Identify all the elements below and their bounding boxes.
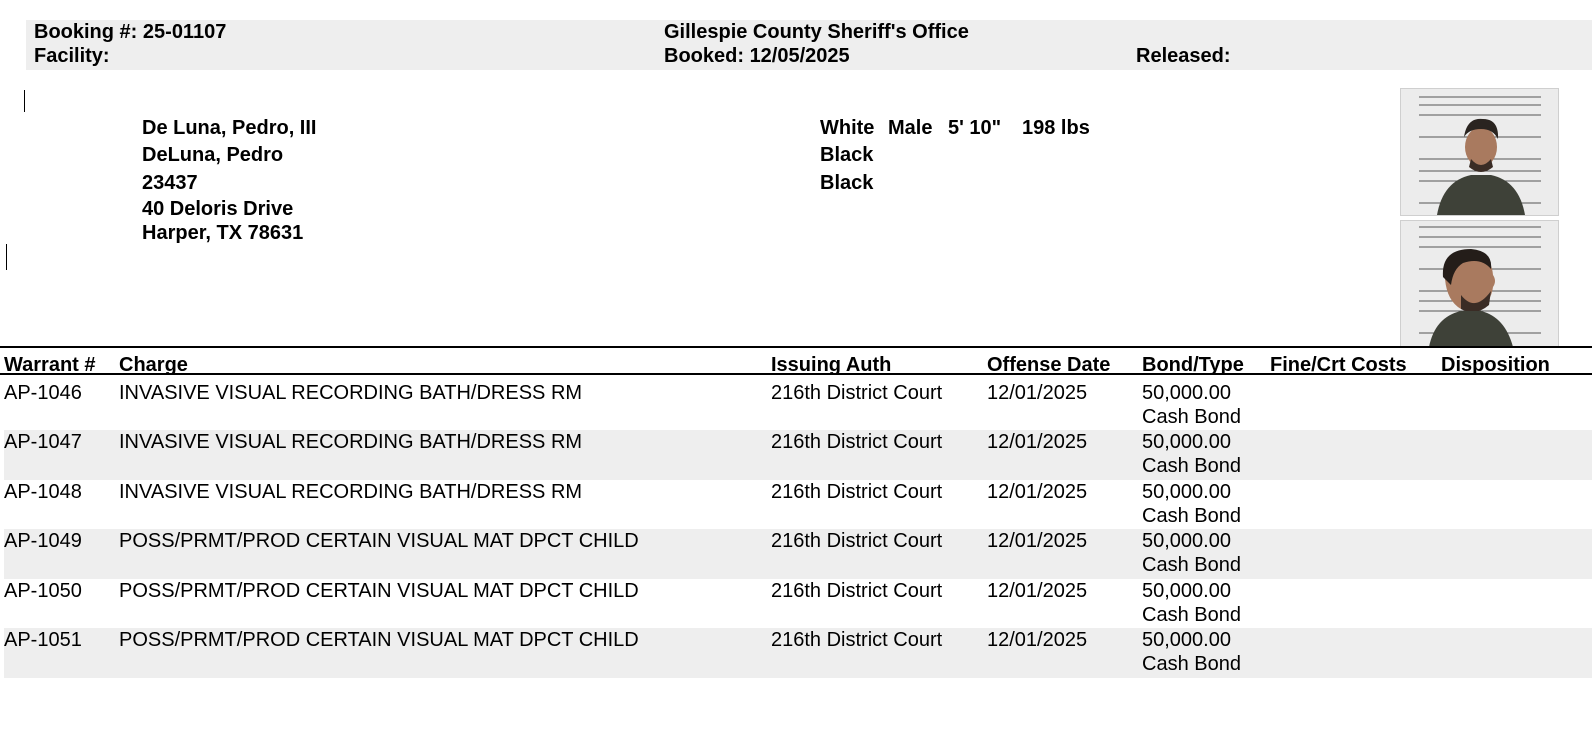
booking-number-value: 25-01107 — [142, 21, 227, 43]
bond-amount: 50,000.00 — [1142, 629, 1231, 651]
race: White — [820, 117, 875, 139]
booked-date — [664, 44, 850, 68]
col-header-charge: Charge — [119, 354, 188, 376]
released-label: Released: — [1136, 45, 1231, 67]
bond-type: Cash Bond — [1142, 653, 1241, 675]
warrant-number: AP-1046 — [4, 382, 82, 404]
warrant-number: AP-1050 — [4, 580, 82, 602]
table-row — [4, 376, 1592, 426]
bond-amount: 50,000.00 — [1142, 382, 1231, 404]
booked-date-value: 12/05/2025 — [749, 45, 850, 67]
facility — [34, 44, 110, 68]
issuing-auth: 216th District Court — [771, 481, 943, 503]
address-line2: Harper, TX 78631 — [142, 222, 304, 244]
bond-amount: 50,000.00 — [1142, 530, 1231, 552]
charge: INVASIVE VISUAL RECORDING BATH/DRESS RM — [119, 431, 583, 453]
booked-label: Booked: — [664, 45, 744, 67]
bond-amount: 50,000.00 — [1142, 431, 1231, 453]
agency-name: Gillespie County Sheriff's Office — [664, 21, 969, 43]
released — [1136, 44, 1231, 68]
col-header-fine-costs: Fine/Crt Costs — [1270, 354, 1407, 376]
height: 5' 10" — [948, 117, 1002, 139]
col-header-disposition: Disposition — [1441, 354, 1550, 376]
mugshot-profile-photo — [1400, 220, 1559, 348]
warrant-number: AP-1047 — [4, 431, 82, 453]
person-id: 23437 — [142, 172, 198, 194]
offense-date: 12/01/2025 — [987, 481, 1088, 503]
issuing-auth: 216th District Court — [771, 431, 943, 453]
weight: 198 lbs — [1022, 117, 1090, 139]
mugshot-front-photo — [1400, 88, 1559, 216]
text-cursor — [6, 244, 7, 270]
warrant-number: AP-1051 — [4, 629, 82, 651]
facility-label: Facility: — [34, 45, 110, 67]
sex: Male — [888, 117, 933, 139]
table-row — [4, 579, 1592, 629]
hair-color: Black — [820, 144, 874, 166]
issuing-auth: 216th District Court — [771, 580, 943, 602]
charge: POSS/PRMT/PROD CERTAIN VISUAL MAT DPCT CHILD — [119, 530, 639, 552]
warrant-number: AP-1048 — [4, 481, 82, 503]
bond-type: Cash Bond — [1142, 455, 1241, 477]
bond-type: Cash Bond — [1142, 554, 1241, 576]
text-cursor — [24, 90, 25, 112]
col-header-bond-type: Bond/Type — [1142, 354, 1244, 376]
warrant-number: AP-1049 — [4, 530, 82, 552]
bond-amount: 50,000.00 — [1142, 580, 1231, 602]
person-name: De Luna, Pedro, III — [142, 117, 317, 139]
charge: INVASIVE VISUAL RECORDING BATH/DRESS RM — [119, 382, 583, 404]
bond-type: Cash Bond — [1142, 505, 1241, 527]
bond-type: Cash Bond — [1142, 604, 1241, 626]
person-alias: DeLuna, Pedro — [142, 144, 284, 166]
offense-date: 12/01/2025 — [987, 530, 1088, 552]
booking-number — [34, 20, 226, 44]
col-header-warrant: Warrant # — [4, 354, 96, 376]
booking-label: Booking #: — [34, 21, 138, 43]
table-row — [4, 628, 1592, 678]
eye-color: Black — [820, 172, 874, 194]
table-top-rule — [0, 346, 1592, 348]
charge: INVASIVE VISUAL RECORDING BATH/DRESS RM — [119, 481, 583, 503]
table-row — [4, 529, 1592, 579]
offense-date: 12/01/2025 — [987, 431, 1088, 453]
table-row — [4, 430, 1592, 480]
bond-amount: 50,000.00 — [1142, 481, 1231, 503]
issuing-auth: 216th District Court — [771, 382, 943, 404]
col-header-issuing-auth: Issuing Auth — [771, 354, 892, 376]
charge: POSS/PRMT/PROD CERTAIN VISUAL MAT DPCT CHILD — [119, 580, 639, 602]
bond-type: Cash Bond — [1142, 406, 1241, 428]
charge: POSS/PRMT/PROD CERTAIN VISUAL MAT DPCT CHILD — [119, 629, 639, 651]
offense-date: 12/01/2025 — [987, 580, 1088, 602]
table-row — [4, 480, 1592, 530]
address-line1: 40 Deloris Drive — [142, 198, 294, 220]
issuing-auth: 216th District Court — [771, 629, 943, 651]
issuing-auth: 216th District Court — [771, 530, 943, 552]
offense-date: 12/01/2025 — [987, 382, 1088, 404]
offense-date: 12/01/2025 — [987, 629, 1088, 651]
col-header-offense-date: Offense Date — [987, 354, 1111, 376]
